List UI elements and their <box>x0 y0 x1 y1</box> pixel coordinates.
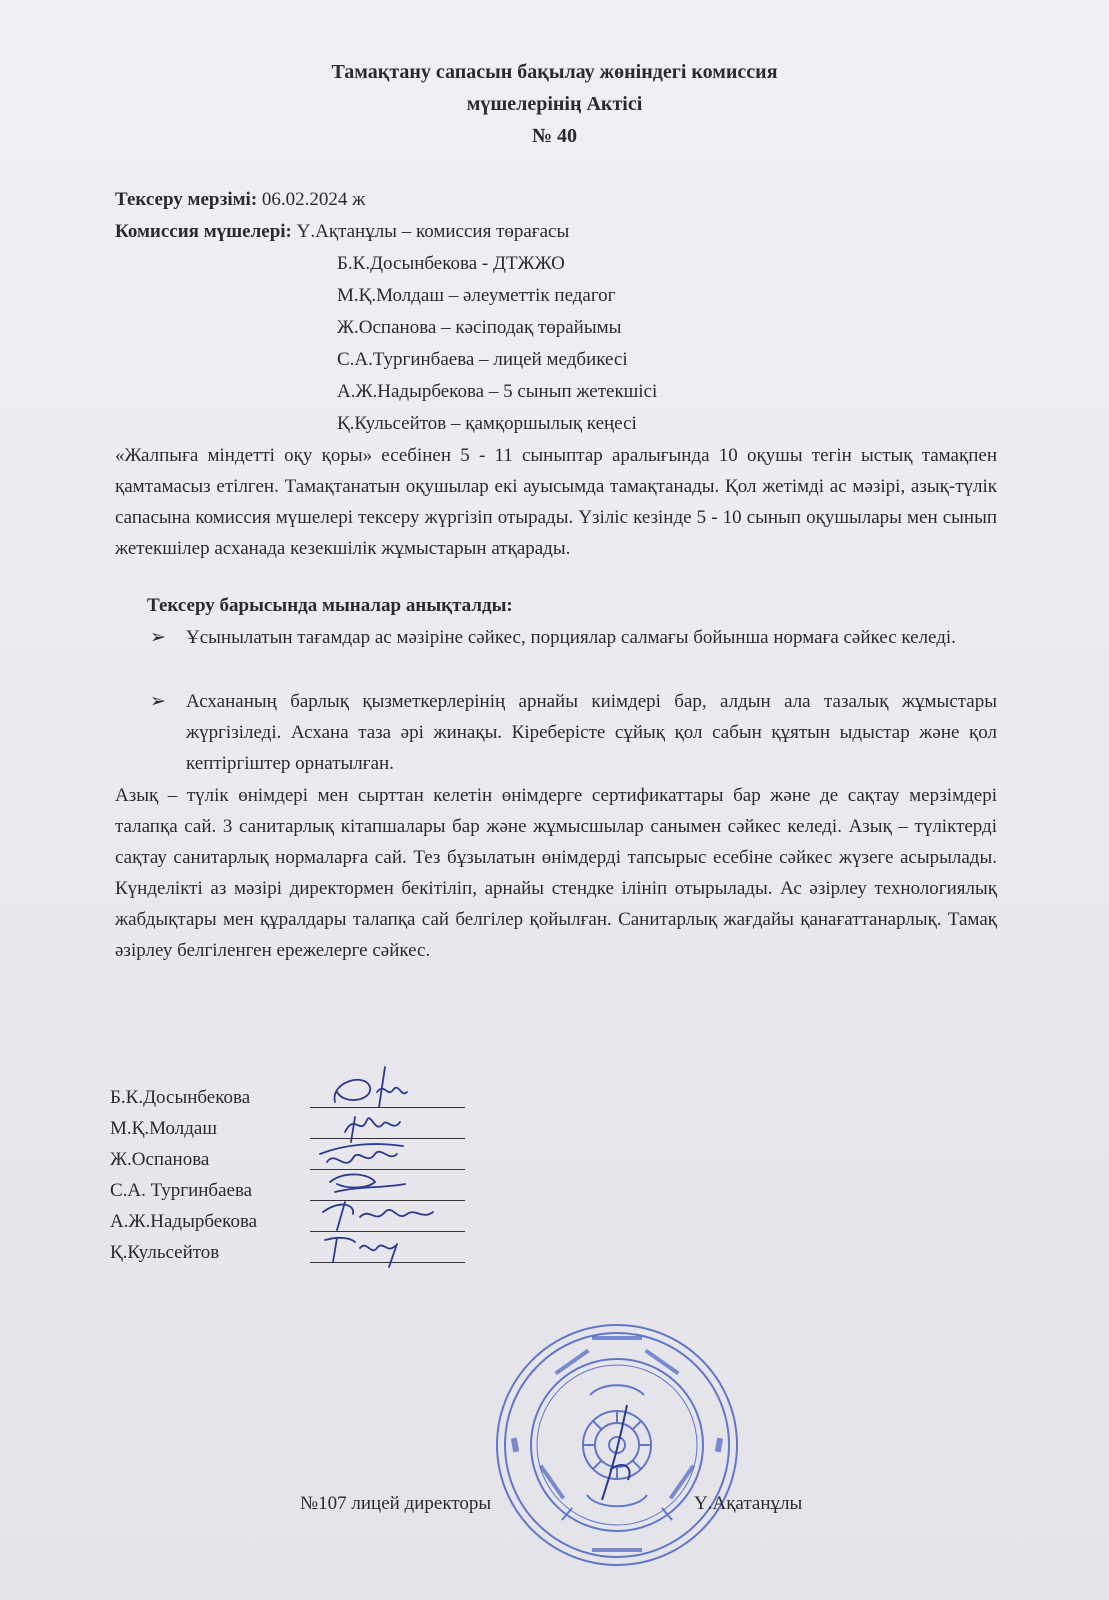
title-line-2: мүшелерінің Актісі <box>466 93 643 115</box>
signature-moldash <box>345 1117 400 1142</box>
signatory-name: Б.К.Досынбекова <box>110 1087 251 1108</box>
conclusion-paragraph: Азық – түлік өнімдері мен сырттан келетін өнімдерге сертификаттары бар және де сақтау мерзімдері талапқа сай. 3 санитарлық кітапшалары бар және жұмысшылар санымен сәйкес келеді. Азық – түліктерді сақтау санитарлық нормаларға сай. Тез бұзылатын өнімдерді тапсырыс есебіне сәйкес жүзеге асырылады. Күнделікті аз мәзірі директормен бекітіліп, арнайы стендке ілініп отырылады. Ас әзірлеу технологиялық жабдықтары мен құралдары талапқа сай белгілер қойылған. Санитарлық жағдайы қанағаттанарлық. Тамақ әзірлеу белгіленген ережелерге сәйкес. <box>115 785 997 961</box>
finding-item <box>150 686 997 779</box>
commission-label: Комиссия мүшелері: <box>115 221 292 242</box>
signature-ospanova <box>320 1144 403 1163</box>
title-line-1: Тамақтану сапасын бақылау жөніндегі комиссия <box>331 61 778 83</box>
commission-member: А.Ж.Надырбекова – 5 сынып жетекшісі <box>337 381 658 402</box>
director-name: Ү.Ақатанұлы <box>694 1493 803 1514</box>
document-title <box>0 56 1109 152</box>
bullet-arrow-icon: ➢ <box>150 627 166 648</box>
intro-paragraph: «Жалпыға міндетті оқу қоры» есебінен 5 - 11 сыныптар аралығында 10 оқушы тегін ыстық тамақпен қамтамасыз етілген. Тамақтанатын оқушылар екі ауысымда тамақтанады. Қол жетімді ас мәзірі, азық-түлік сапасына комиссия мүшелері тексеру жүргізіп отырады. Үзіліс кезінде 5 - 10 сынып оқушылары мен сынып жетекшілер асханада кезекшілік жұмыстарын атқарады. <box>115 445 997 559</box>
signature-turginbaeva <box>330 1174 405 1192</box>
commission-member: С.А.Тургинбаева – лицей медбикесі <box>337 349 628 370</box>
director-title: №107 лицей директоры <box>300 1493 492 1514</box>
commission-member: Қ.Кульсейтов – қамқоршылық кеңесі <box>337 413 637 434</box>
signatory-name: Қ.Кульсейтов <box>110 1242 220 1263</box>
signatory-name: М.Қ.Молдаш <box>110 1118 217 1139</box>
finding-item <box>150 622 997 653</box>
signatory-name: С.А. Тургинбаева <box>110 1180 253 1201</box>
signatory-name: Ж.Оспанова <box>110 1149 210 1170</box>
commission-chair: Ү.Ақтанұлы – комиссия төрағасы <box>296 221 570 242</box>
commission-member: М.Қ.Молдаш – әлеуметтік педагог <box>337 285 616 306</box>
check-date <box>115 184 365 216</box>
commission-chair-row <box>115 216 569 248</box>
signatory-name: А.Ж.Надырбекова <box>110 1211 258 1232</box>
commission-member: Б.К.Досынбекова - ДТЖЖО <box>337 253 565 274</box>
handwritten-signatures <box>315 1062 455 1272</box>
findings-heading: Тексеру барысында мыналар анықталды: <box>147 595 513 616</box>
signature-nadyrbekova <box>323 1202 433 1230</box>
commission-member: Ж.Оспанова – кәсіподақ төрайымы <box>337 317 622 338</box>
signature-dosynbekova <box>335 1067 407 1107</box>
official-stamp <box>492 1320 742 1570</box>
check-date-label: Тексеру мерзімі: <box>115 189 258 210</box>
act-number: № 40 <box>531 125 578 147</box>
finding-text: Асхананың барлық қызметкерлерінің арнайы киімдері бар, алдын ала тазалық жұмыстары жүргізіледі. Асхана таза әрі жинақы. Кіреберісте сұйық қол сабын құятын ыдыстар және қол кептіргіштер орнатылған. <box>186 691 997 774</box>
check-date-value: 06.02.2024 ж <box>261 189 366 210</box>
finding-text: Ұсынылатын тағамдар ас мәзіріне сәйкес, порциялар салмағы бойынша нормаға сәйкес келеді. <box>186 627 956 648</box>
signature-kulseitov <box>325 1238 397 1267</box>
bullet-arrow-icon: ➢ <box>150 691 166 712</box>
